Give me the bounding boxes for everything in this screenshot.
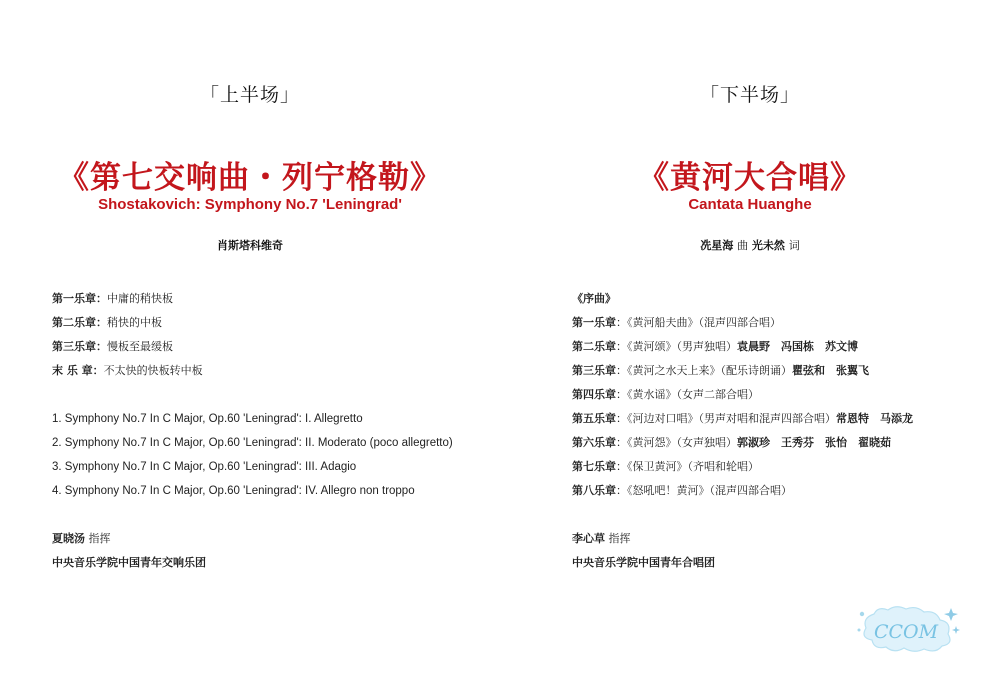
lyricist-name: 光未然 (751, 239, 785, 252)
list-item: 末 乐 章：不太快的快板转中板 (52, 364, 203, 377)
cantata-credits (572, 527, 715, 575)
orchestra-name: 中央音乐学院中国青年交响乐团 (52, 556, 206, 569)
list-item: 第四乐章：《黄水谣》（女声二部合唱） (572, 388, 759, 401)
conductor-name: 李心草 (572, 532, 605, 545)
symphony-credits (52, 527, 206, 575)
symphony-movement-list (52, 287, 203, 383)
lyricist-role: 词 (788, 239, 800, 252)
track-item: 4. Symphony No.7 In C Major, Op.60 'Leningrad': IV. Allegro non troppo (52, 485, 415, 497)
ccom-logo (856, 602, 964, 654)
track-item: 1. Symphony No.7 In C Major, Op.60 'Leningrad': I. Allegretto (52, 413, 363, 425)
list-item: 第二乐章：《黄河颂》（男声独唱）袁晨野 冯国栋 苏文博 (572, 340, 858, 353)
choir-name: 中央音乐学院中国青年合唱团 (572, 556, 715, 569)
logo-text: CCOM (873, 621, 939, 643)
list-item: 第五乐章：《河边对口唱》（男声对唱和混声四部合唱）常恩特 马添龙 (572, 412, 913, 425)
first-half-label: 「上半场」 (199, 84, 300, 106)
conductor-role: 指挥 (88, 532, 111, 545)
list-item: 第六乐章：《黄河怨》（女声独唱）郭淑珍 王秀芬 张怡 翟晓茹 (572, 436, 891, 449)
track-list (52, 407, 453, 503)
list-item: 第七乐章：《保卫黄河》（齐唱和轮唱） (572, 460, 759, 473)
second-half-label: 「下半场」 (699, 84, 800, 106)
conductor-line (52, 527, 206, 551)
list-item: 第三乐章：慢板至最缓板 (52, 340, 173, 353)
composer-role: 曲 (737, 239, 749, 252)
cantata-authors (500, 237, 1000, 253)
track-item: 2. Symphony No.7 In C Major, Op.60 'Leningrad': II. Moderato (poco allegretto) (52, 437, 453, 449)
symphony-chinese-title: 《第七交响曲・列宁格勒》 (58, 160, 442, 196)
list-item: 第一乐章：《黄河船夫曲》（混声四部合唱） (572, 316, 781, 329)
symphony-english-title: Shostakovich: Symphony No.7 'Leningrad' (98, 196, 402, 213)
cantata-movement-list (572, 287, 913, 503)
track-item: 3. Symphony No.7 In C Major, Op.60 'Leningrad': III. Adagio (52, 461, 357, 473)
symphony-composer: 肖斯塔科维奇 (217, 239, 283, 252)
list-item: 第二乐章：稍快的中板 (52, 316, 162, 329)
conductor-name: 夏晓汤 (52, 532, 85, 545)
conductor-line (572, 527, 715, 551)
list-item: 第八乐章：《怒吼吧！黄河》（混声四部合唱） (572, 484, 792, 497)
composer-name: 冼星海 (700, 239, 734, 252)
list-item: 第一乐章：中庸的稍快板 (52, 292, 173, 305)
conductor-role: 指挥 (608, 532, 631, 545)
prelude-item: 《序曲》 (572, 292, 616, 305)
list-item: 第三乐章：《黄河之水天上来》（配乐诗朗诵）瞿弦和 张翼飞 (572, 364, 869, 377)
cantata-chinese-title: 《黄河大合唱》 (638, 160, 862, 196)
cantata-english-title: Cantata Huanghe (688, 196, 812, 213)
